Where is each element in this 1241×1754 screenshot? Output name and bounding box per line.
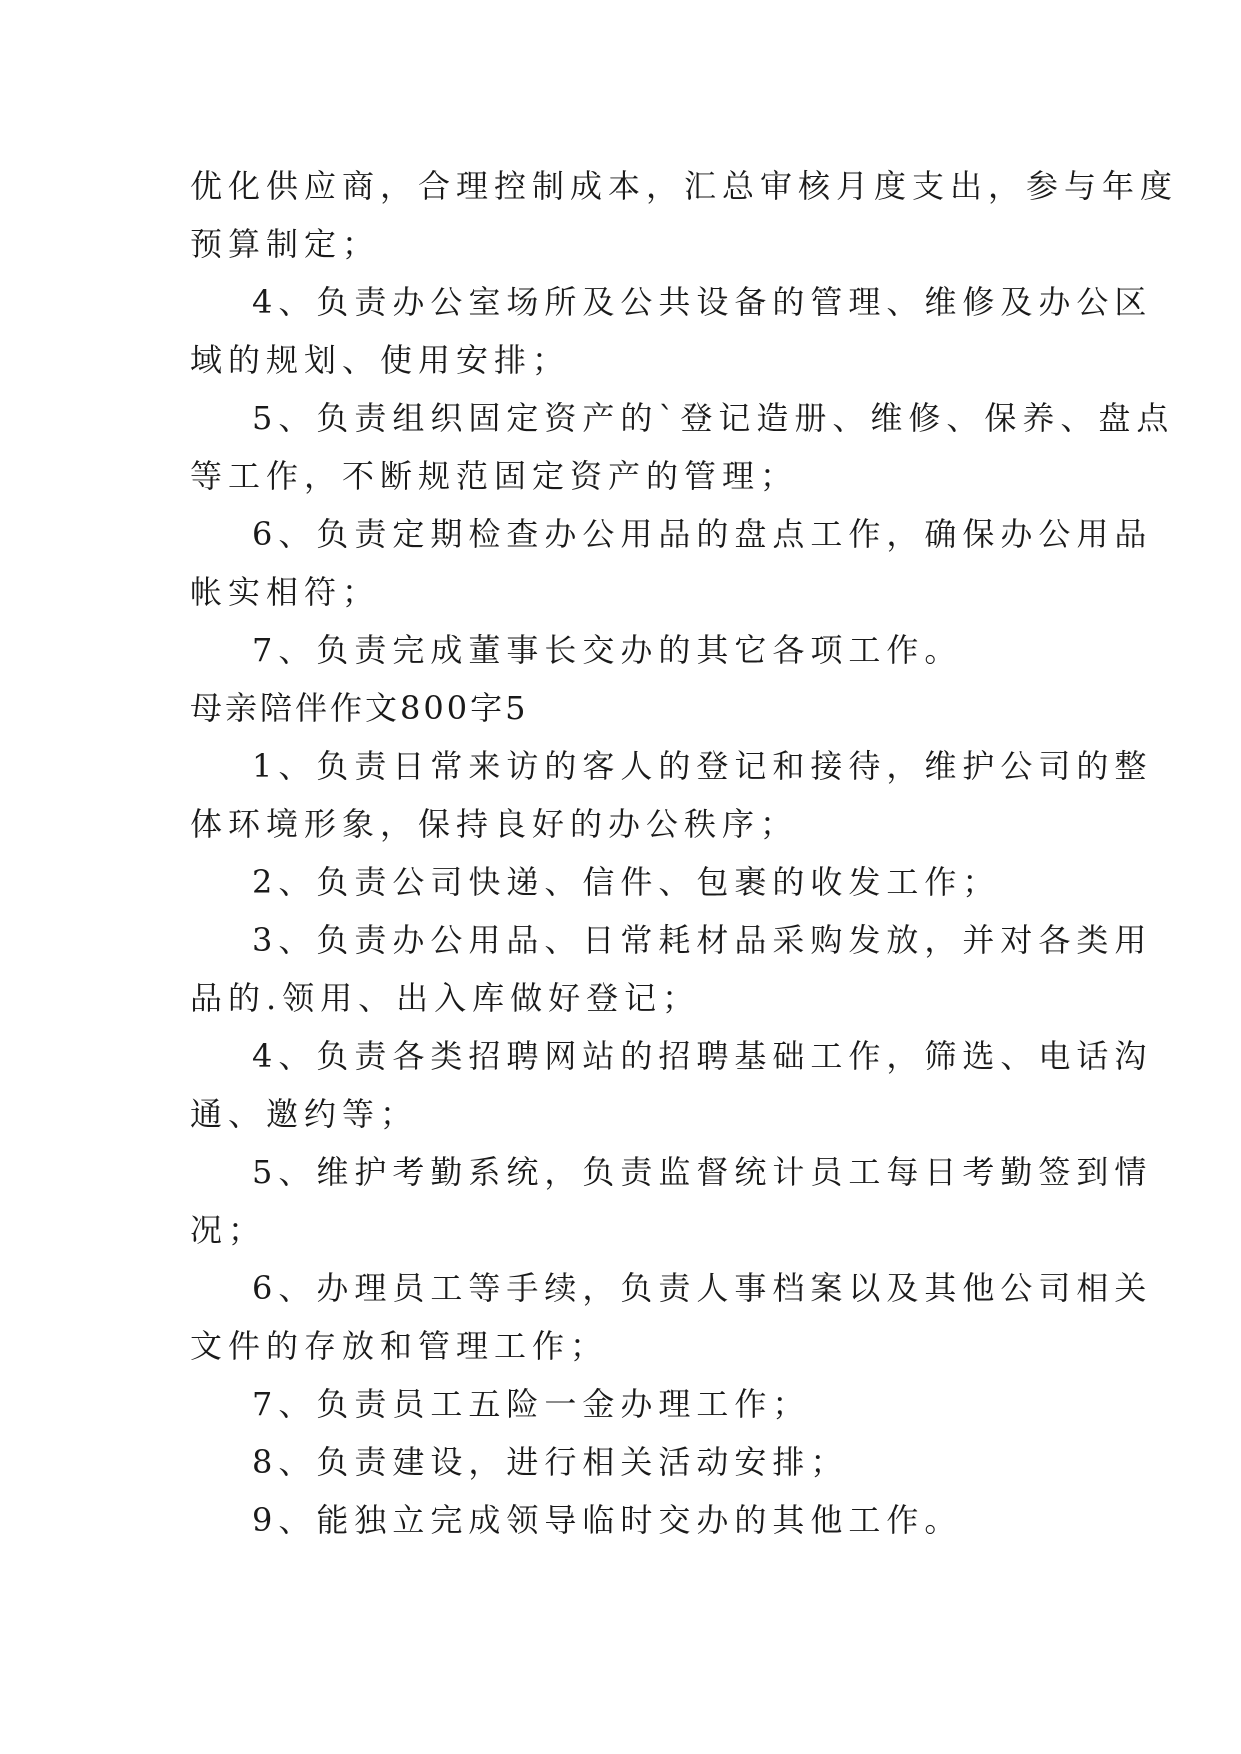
text-line: 品的.领用、出入库做好登记；	[190, 979, 701, 1017]
text-line: 帐实相符；	[190, 573, 381, 611]
text-line: 4、负责办公室场所及公共设备的管理、维修及办公区	[252, 283, 1153, 321]
text-line: 4、负责各类招聘网站的招聘基础工作，筛选、电话沟	[252, 1037, 1153, 1075]
text-line: 文件的存放和管理工作；	[190, 1327, 609, 1365]
text-line: 5、负责组织固定资产的`登记造册、维修、保养、盘点	[252, 399, 1175, 437]
text-line: 体环境形象，保持良好的办公秩序；	[190, 805, 799, 843]
text-line: 6、办理员工等手续，负责人事档案以及其他公司相关	[252, 1269, 1153, 1307]
text-line: 6、负责定期检查办公用品的盘点工作，确保办公用品	[252, 515, 1153, 553]
text-line: 9、能独立完成领导临时交办的其他工作。	[252, 1501, 963, 1539]
text-line: 3、负责办公用品、日常耗材品采购发放，并对各类用	[252, 921, 1153, 959]
text-line: 7、负责员工五险一金办理工作；	[252, 1385, 811, 1423]
text-line: 5、维护考勤系统，负责监督统计员工每日考勤签到情	[252, 1153, 1153, 1191]
text-line: 优化供应商，合理控制成本，汇总审核月度支出，参与年度	[190, 167, 1179, 205]
text-line: 通、邀约等；	[190, 1095, 419, 1133]
text-line: 况；	[190, 1211, 267, 1249]
text-line: 预算制定；	[190, 225, 381, 263]
section-heading: 母亲陪伴作文800字5	[190, 689, 529, 727]
text-line: 7、负责完成董事长交办的其它各项工作。	[252, 631, 963, 669]
text-line: 8、负责建设，进行相关活动安排；	[252, 1443, 849, 1481]
text-line: 域的规划、使用安排；	[190, 341, 571, 379]
text-line: 2、负责公司快递、信件、包裹的收发工作；	[252, 863, 1001, 901]
text-line: 1、负责日常来访的客人的登记和接待，维护公司的整	[252, 747, 1153, 785]
text-line: 等工作，不断规范固定资产的管理；	[190, 457, 799, 495]
